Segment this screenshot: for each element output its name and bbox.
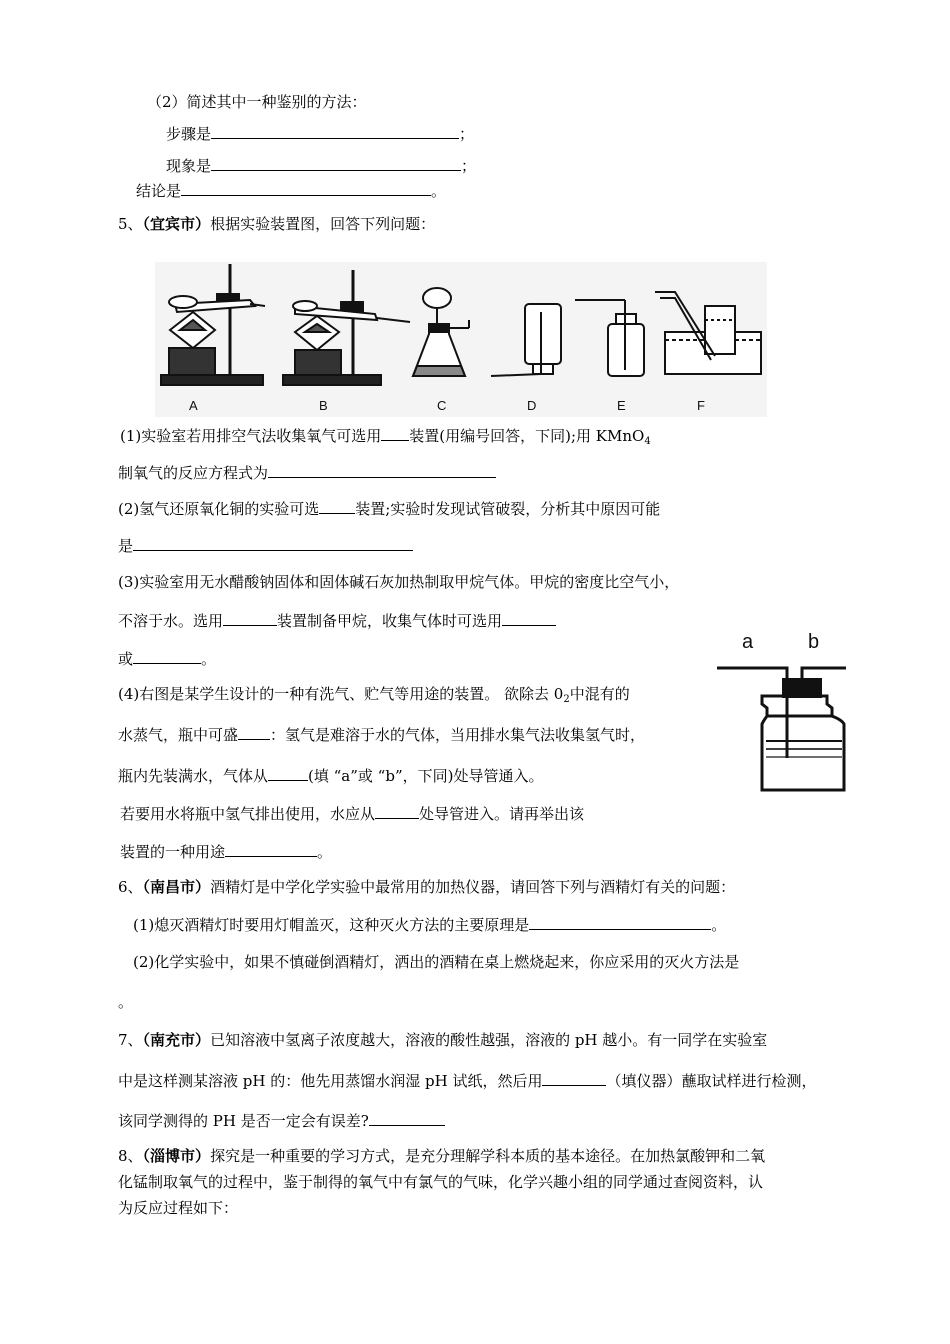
answer-blank[interactable] [381,425,409,441]
text: (1)实验室若用排空气法收集氧气可选用 [120,427,382,445]
label-d: D [527,398,537,413]
answer-blank[interactable] [542,1070,606,1086]
q7-number: 7、 [118,1031,143,1049]
answer-blank[interactable] [133,535,413,551]
subscript: 4 [644,436,651,447]
answer-blank[interactable] [225,841,317,857]
text: 该同学测得的 PH 是否一定会有误差? [118,1112,369,1130]
answer-blank[interactable] [319,498,355,514]
q8-number: 8、 [118,1147,143,1165]
punct: ； [461,157,477,175]
text: 已知溶液中氢离子浓度越大，溶液的酸性越强，溶液的 pH 越小。有一同学在实验室 [210,1031,768,1049]
answer-blank[interactable] [369,1110,445,1126]
q5-city: （宜宾市） [142,215,211,233]
q5-p3-line3 [118,648,216,669]
answer-blank[interactable] [211,155,461,171]
q5-p4-line3 [118,765,543,786]
answer-blank[interactable] [238,724,270,740]
text: 装置的一种用途 [120,843,226,861]
label-c: C [437,398,447,413]
label-b: B [319,398,328,413]
punct: 。 [317,843,333,861]
q6-intro-text: 酒精灯是中学化学实验中最常用的加热仪器，请回答下列与酒精灯有关的问题： [210,878,736,896]
q4-phenomenon-line [166,155,476,176]
text: (填 “a”或 “b”，下同)处导管通入。 [308,767,544,785]
text: 是 [118,537,134,555]
text: 装置制备甲烷，收集气体时可选用 [277,612,503,630]
q6-p1 [133,914,726,935]
q6-intro [118,877,735,897]
q6-city: （南昌市） [142,878,211,896]
q8-line3: 为反应过程如下： [118,1199,239,1217]
q5-p2-line1 [118,498,660,519]
q8-line1 [118,1146,765,1166]
text: 装置;实验时发现试管破裂，分析其中原因可能 [355,500,661,518]
text: 瓶内先装满水，气体从 [118,767,269,785]
q7-line1 [118,1030,767,1050]
q8-line2: 化锰制取氧气的过程中，鉴于制得的氧气中有氯气的气味，化学兴趣小组的同学通过查阅资料，认 [118,1173,764,1191]
q4-part2: （2）简述其中一种鉴别的方法： [147,93,367,111]
text: 装置(用编号回答，下同);用 KMnO [409,427,645,445]
text: (2)氢气还原氧化铜的实验可选 [118,500,320,518]
q5-p4-line2 [118,724,645,745]
text: (4)右图是某学生设计的一种有洗气、贮气等用途的装置。 欲除去 0 [118,685,564,703]
q7-line2 [118,1070,816,1091]
answer-blank[interactable] [502,610,556,626]
text: 探究是一种重要的学习方式，是充分理解学科本质的基本途径。在加热氯酸钾和二氧 [210,1147,766,1165]
text: 若要用水将瓶中氢气排出使用，水应从 [120,805,376,823]
punct: 。 [431,182,447,200]
q7-line3 [118,1110,445,1131]
answer-blank[interactable] [133,648,201,664]
answer-blank[interactable] [223,610,277,626]
text: 不溶于水。选用 [118,612,224,630]
label-a: A [189,398,198,413]
tube-label-a: a [742,631,754,653]
text: （填仪器）蘸取试样进行检测， [606,1072,817,1090]
punct: 。 [711,916,727,934]
q5-p2-line2 [118,535,413,556]
q4-step-line [166,123,474,144]
answer-blank[interactable] [268,462,496,478]
text: 中是这样测某溶液 pH 的：他先用蒸馏水润湿 pH 试纸，然后用 [118,1072,543,1090]
answer-blank[interactable] [211,123,459,139]
label-f: F [697,398,705,413]
punct: 。 [201,650,217,668]
q4-step-label: 步骤是 [166,125,212,143]
answer-blank[interactable] [268,765,308,781]
q4-phenomenon-label: 现象是 [166,157,212,175]
answer-blank[interactable] [181,180,431,196]
text: 水蒸气，瓶中可盛 [118,726,239,744]
label-e: E [617,398,626,413]
gas-bottle-figure [712,628,852,798]
q6-p2-end: 。 [118,993,134,1011]
q6-number: 6、 [118,878,143,896]
answer-blank[interactable] [375,803,419,819]
q4-conclusion-label: 结论是 [136,182,182,200]
tube-label-b: b [808,631,820,653]
text: 中混有的 [569,685,630,703]
q6-p2: (2)化学实验中，如果不慎碰倒酒精灯，洒出的酒精在桌上燃烧起来，你应采用的灭火方法是 [133,953,740,971]
q5-p1-line1 [120,425,651,446]
text: 或 [118,650,134,668]
q5-intro [118,214,435,234]
q5-p4-line4 [120,803,584,824]
q5-p3-line1: (3)实验室用无水醋酸钠固体和固体碱石灰加热制取甲烷气体。甲烷的密度比空气小， [118,573,680,591]
q5-number: 5、 [118,215,143,233]
text: ：氢气是难溶于水的气体，当用排水集气法收集氢气时， [270,726,646,744]
q5-p4-line1 [118,684,630,704]
subscript: 2 [563,694,570,705]
text: (1)熄灭酒精灯时要用灯帽盖灭，这种灭火方法的主要原理是 [133,916,530,934]
q5-p1-line2 [118,462,496,483]
q5-p4-line5 [120,841,332,862]
text: 处导管进入。请再举出该 [419,805,585,823]
q7-city: （南充市） [142,1031,211,1049]
q5-intro-text: 根据实验装置图，回答下列问题： [210,215,436,233]
q4-conclusion-line [136,180,446,201]
punct: ； [459,125,475,143]
answer-blank[interactable] [529,914,711,930]
q5-p3-line2 [118,610,556,631]
q8-city: （淄博市） [142,1147,211,1165]
text: 制氧气的反应方程式为 [118,464,269,482]
apparatus-figure [155,262,767,417]
